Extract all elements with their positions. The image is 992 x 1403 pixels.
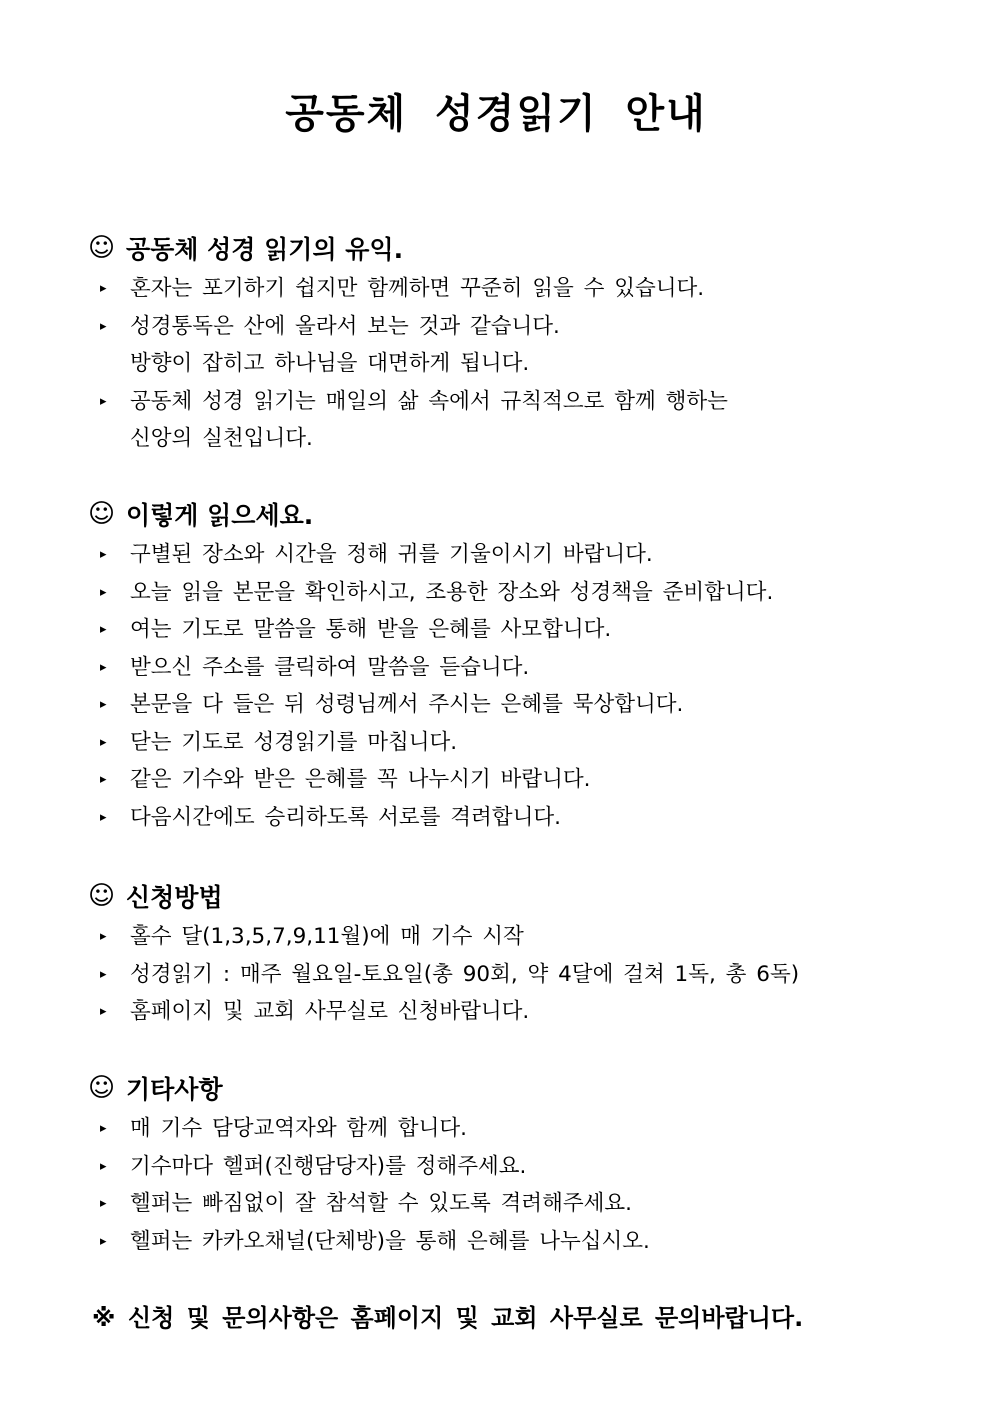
bullet-triangle-icon: ▸ [100,281,107,296]
bullet-triangle-icon: ▸ [100,809,107,825]
list-item-text: 여는 기도로 말씀을 통해 받을 은혜를 사모합니다. [130,617,612,642]
bullet-triangle-icon: ▸ [100,318,107,334]
list-item [88,993,928,1031]
list-item [88,1223,928,1261]
section-heading-text: 기타사항 [126,1075,223,1104]
bullet-triangle-icon: ▸ [100,1158,107,1174]
bullet-triangle-icon: ▸ [100,1004,107,1019]
list-item [88,1110,928,1148]
list-item-text: 성경통독은 산에 올라서 보는 것과 같습니다. 방향이 잡히고 하나님을 대면하게 됩니다. [130,313,560,376]
list-item [88,611,928,649]
list-item [88,686,928,724]
list-item [88,1148,928,1186]
list-item-text: 공동체 성경 읽기는 매일의 삶 속에서 규칙적으로 함께 행하는 신앙의 실천입니다. [130,388,728,451]
smiley-icon: ☺ [88,233,116,263]
list-item-text: 닫는 기도로 성경읽기를 마칩니다. [130,729,458,755]
smiley-icon: ☺ [88,1073,116,1103]
list-item-text: 같은 기수와 받은 은혜를 꼭 나누시기 바랍니다. [130,767,591,792]
bullet-triangle-icon: ▸ [100,622,107,637]
bullet-triangle-icon: ▸ [100,966,107,982]
section-heading [88,228,928,268]
list-item [88,574,928,612]
list-item [88,761,928,799]
smiley-icon: ☺ [88,881,116,911]
list-item-text: 오늘 읽을 본문을 확인하시고, 조용한 장소와 성경책을 준비합니다. [130,579,774,605]
bullet-triangle-icon: ▸ [100,734,107,750]
list-item-text: 성경읽기 : 매주 월요일-토요일(총 90회, 약 4달에 걸쳐 1독, 총 6독) [130,961,800,987]
list-item-text: 구별된 장소와 시간을 정해 귀를 기울이시기 바랍니다. [130,542,653,567]
section-heading-text: 이렇게 읽으세요. [126,501,314,530]
list-item-text: 홈페이지 및 교회 사무실로 신청바랍니다. [130,999,530,1024]
list-item [88,724,928,762]
list-item [88,1185,928,1223]
list-item [88,956,928,994]
section-application [88,876,928,1031]
list-item-text: 다음시간에도 승리하도록 서로를 격려합니다. [130,804,561,830]
section-benefits [88,228,928,458]
bullet-triangle-icon: ▸ [100,547,107,562]
list-item [88,649,928,687]
list-item-text: 홀수 달(1,3,5,7,9,11월)에 매 기수 시작 [130,924,524,949]
bullet-triangle-icon: ▸ [100,697,107,712]
smiley-icon: ☺ [88,499,116,529]
section-other-notes [88,1068,928,1260]
list-item-text: 헬퍼는 빠짐없이 잘 참석할 수 있도록 격려해주세요. [130,1191,632,1216]
page-title: 공동체 성경읽기 안내 [285,91,707,137]
list-item-text: 기수마다 헬퍼(진행담당자)를 정해주세요. [130,1153,527,1179]
bullet-triangle-icon: ▸ [100,929,107,944]
list-item [88,918,928,956]
bullet-triangle-icon: ▸ [100,772,107,787]
bullet-triangle-icon: ▸ [100,393,107,409]
list-item-text: 본문을 다 들은 뒤 성령님께서 주시는 은혜를 묵상합니다. [130,692,684,717]
list-item [88,308,928,383]
section-heading [88,494,928,534]
bullet-triangle-icon: ▸ [100,584,107,600]
list-item [88,536,928,574]
footer-note [92,1298,952,1333]
section-heading [88,876,928,916]
section-how-to-read [88,494,928,836]
list-item [88,270,928,308]
list-item-text: 매 기수 담당교역자와 함께 합니다. [130,1116,467,1141]
list-item-text: 혼자는 포기하기 쉽지만 함께하면 꾸준히 읽을 수 있습니다. [130,276,705,301]
section-heading-text: 공동체 성경 읽기의 유익. [126,235,404,264]
bullet-triangle-icon: ▸ [100,1196,107,1211]
list-item [88,799,928,837]
list-item-text: 받으신 주소를 클릭하여 말씀을 듣습니다. [130,654,530,680]
section-heading [88,1068,928,1108]
bullet-triangle-icon: ▸ [100,659,107,675]
reference-mark-icon: ※ [92,1304,116,1332]
list-item-text: 헬퍼는 카카오채널(단체방)을 통해 은혜를 나누십시오. [130,1228,650,1254]
list-item [88,383,928,458]
section-heading-text: 신청방법 [126,883,223,912]
bullet-triangle-icon: ▸ [100,1233,107,1249]
footer-note-text: 신청 및 문의사항은 홈페이지 및 교회 사무실로 문의바랍니다. [128,1304,804,1332]
bullet-triangle-icon: ▸ [100,1121,107,1136]
